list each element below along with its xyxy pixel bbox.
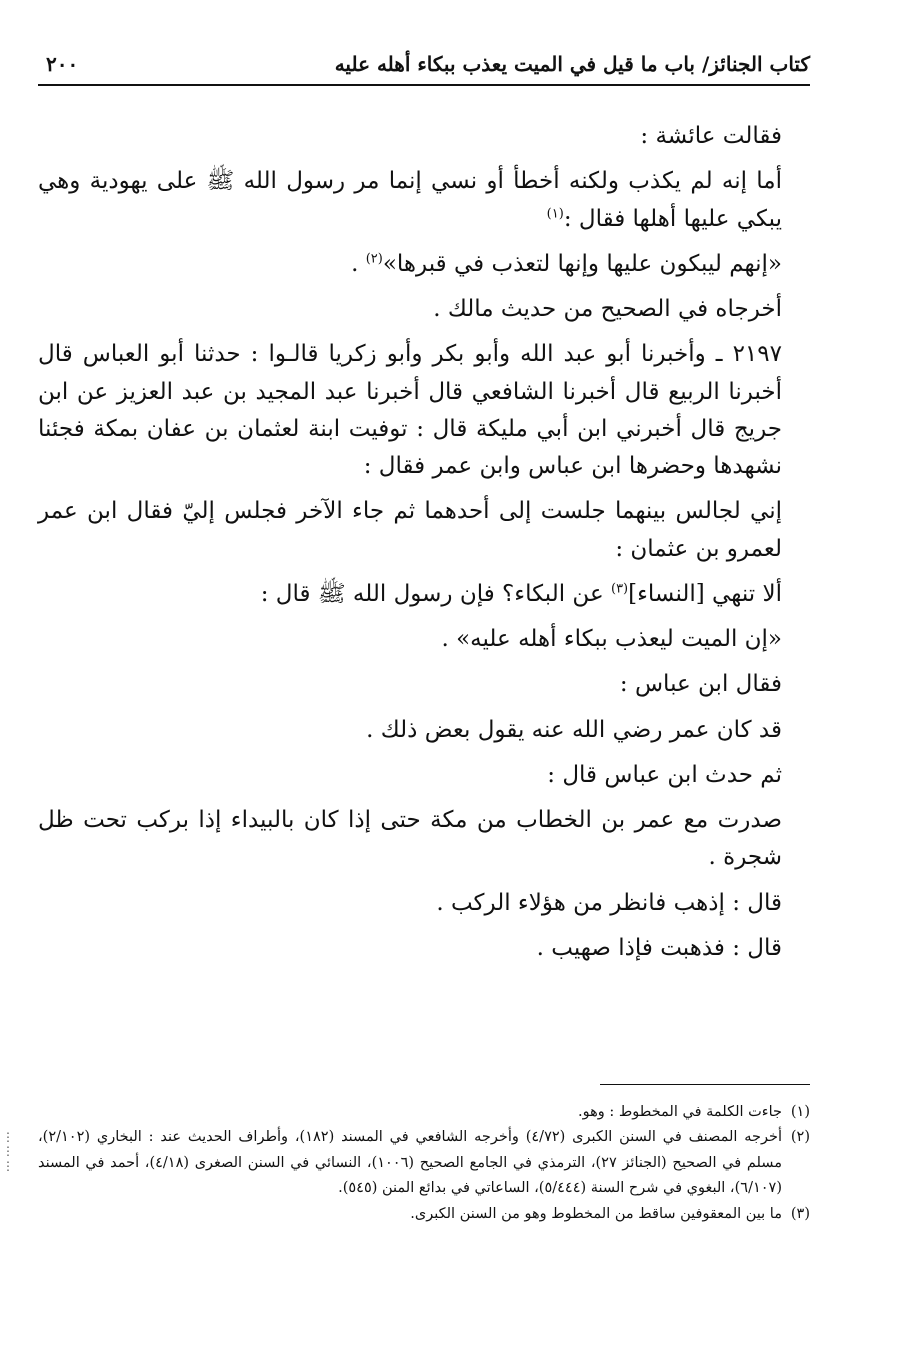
running-header (38, 50, 810, 86)
footnote-number: (٣) (790, 1205, 810, 1222)
paragraph-text: عن البكاء؟ فإن رسول الله ﷺ قال : (260, 580, 611, 607)
paragraph: ثم حدث ابن عباس قال : (547, 761, 782, 788)
footnote-number: (١) (790, 1104, 810, 1120)
paragraph (38, 163, 810, 238)
footnote-text: ما بين المعقوفين ساقط من المخطوط وهو من السنن الكبرى. (410, 1205, 782, 1222)
hadith-paragraph: ٢١٩٧ ـ وأخبرنا أبو عبد الله وأبو بكر وأبو زكريا قالـوا : حدثنا أبو العباس قال أخبرنا الربيع قال أخبرنا الشافعي قال أخبرنا عبد المجيد بن عبد العزيز عن ابن جريج قال أخبرني ابن أبي مليكة قال : توفيت ابنة لعثمان بن عفان بمكة فجئنا نشهدها وحضرها ابن عباس وابن عمر فقال : (38, 341, 783, 479)
header-title: كتاب الجنائز/ باب ما قيل في الميت يعذب ببكاء أهله عليه (334, 52, 810, 76)
paragraph: إني لجالس بينهما جلست إلى أحدهما ثم جاء الآخر فجلس إليّ فقال ابن عمر لعمرو بن عثمان : (38, 498, 782, 562)
paragraph: قد كان عمر رضي الله عنه يقول بعض ذلك . (366, 716, 782, 743)
paragraph (38, 576, 810, 613)
footnote-ref: (١) (546, 205, 564, 221)
paragraph: صدرت مع عمر بن الخطاب من مكة حتى إذا كان بالبيداء إذا بركب تحت ظل شجرة . (38, 807, 782, 871)
footnote (38, 1125, 810, 1201)
footnotes (38, 1100, 810, 1227)
punctuation: . (351, 250, 366, 277)
paragraph: قال : فذهبت فإذا صهيب . (536, 934, 782, 961)
paragraph: فقال ابن عباس : (619, 671, 782, 698)
footnote-ref: (٣) (610, 581, 629, 597)
footnote (38, 1100, 810, 1125)
footnote (38, 1202, 810, 1227)
quote-paragraph: «إن الميت ليعذب ببكاء أهله عليه» . (441, 626, 782, 652)
footnote-ref: (٢) (365, 251, 383, 267)
footnote-divider (600, 1084, 810, 1085)
paragraph (38, 246, 810, 283)
quote-text: «إنهم ليبكون عليها وإنها لتعذب في قبرها» (382, 250, 782, 277)
main-text (38, 118, 810, 975)
paragraph-text: ألا تنهي [النساء] (628, 580, 782, 607)
page-number: ٢٠٠ (46, 52, 79, 76)
paragraph: أخرجاه في الصحيح من حديث مالك . (433, 296, 782, 322)
book-page (38, 40, 810, 1340)
paragraph: فقالت عائشة : (640, 123, 782, 149)
paragraph-text: أما إنه لم يكذب ولكنه أخطأ أو نسي إنما مر رسول الله ﷺ على يهودية وهي يبكي عليها أهلها فقال : (38, 168, 782, 232)
footnote-text: أخرجه المصنف في السنن الكبرى (٤/٧٢) وأخرجه الشافعي في المسند (١٨٢)، وأطراف الحديث عند : البخاري (٢/١٠٢)، مسلم في الصحيح (الجنائز ٢٧)، الترمذي في الجامع الصحيح (١٠٠٦)، النسائي في السنن الصغرى (٤/١٨)، أحمد في المسند (٦/١٠٧)، البغوي في شرح السنة (٥/٤٤٤)، الساعاتي في بدائع المنن (٥٤٥). (38, 1129, 783, 1197)
paragraph: قال : إذهب فانظر من هؤلاء الركب . (436, 889, 782, 916)
scan-margin-marks: ⋮ ⋮ ⋮ (2, 1130, 14, 1173)
footnote-number: (٢) (790, 1129, 810, 1146)
footnote-text: جاءت الكلمة في المخطوط : وهو. (578, 1104, 782, 1120)
